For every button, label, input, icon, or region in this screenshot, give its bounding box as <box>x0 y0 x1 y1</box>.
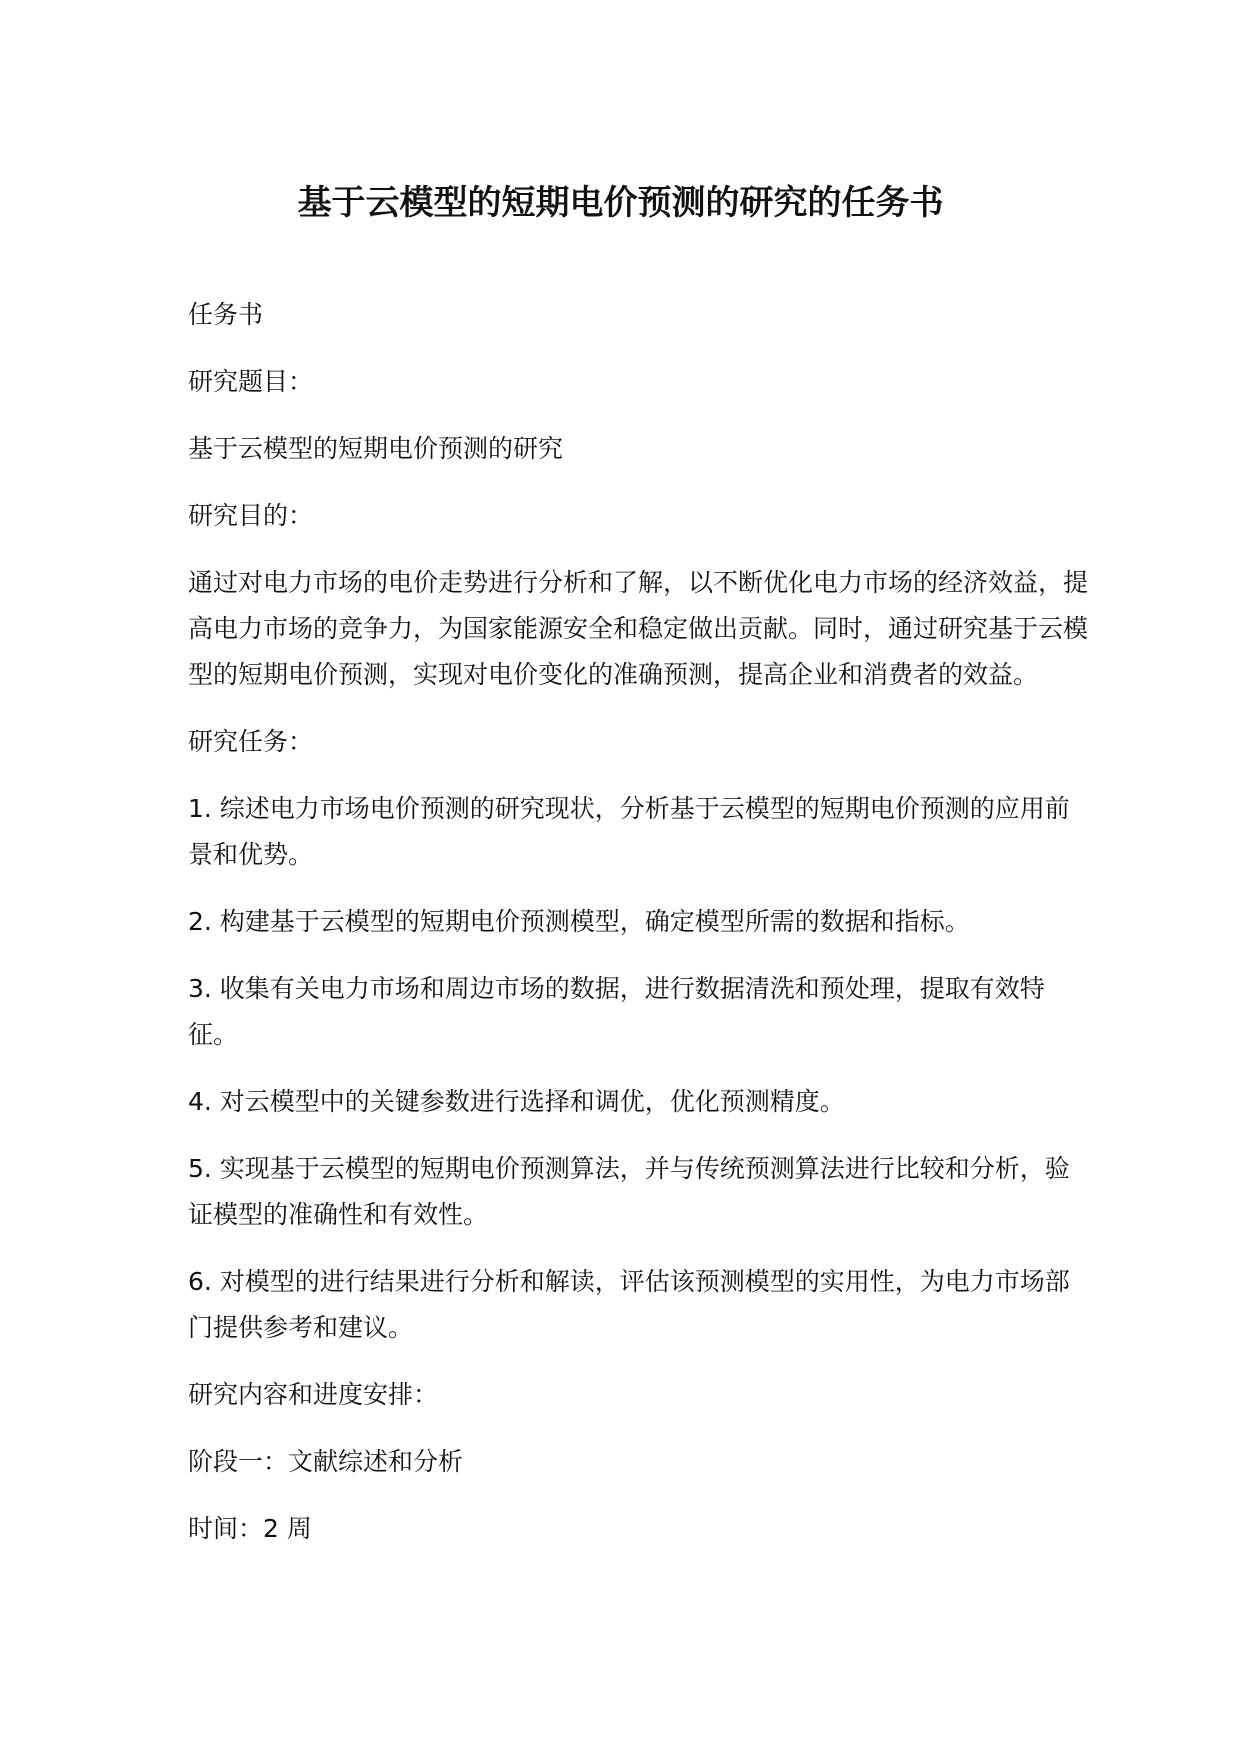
paragraph-task-2: 2. 构建基于云模型的短期电价预测模型，确定模型所需的数据和指标。 <box>188 907 970 936</box>
document-title: 基于云模型的短期电价预测的研究的任务书 <box>297 183 944 223</box>
paragraph-task-6: 6. 对模型的进行结果进行分析和解读，评估该预测模型的实用性，为电力市场部门提供参考和建议。 <box>188 1267 1070 1342</box>
paragraph-research-topic: 基于云模型的短期电价预测的研究 <box>188 434 564 463</box>
paragraph-stage-1: 阶段一：文献综述和分析 <box>188 1447 464 1476</box>
paragraph-task-4: 4. 对云模型中的关键参数进行选择和调优，优化预测精度。 <box>188 1087 845 1116</box>
paragraph-task-5: 5. 实现基于云模型的短期电价预测算法，并与传统预测算法进行比较和分析，验证模型的准确性和有效性。 <box>188 1154 1070 1229</box>
paragraph-stage-1-duration: 时间：2 周 <box>188 1514 312 1543</box>
paragraph-label-content-schedule: 研究内容和进度安排： <box>188 1380 439 1409</box>
paragraph-task-3: 3. 收集有关电力市场和周边市场的数据，进行数据清洗和预处理，提取有效特征。 <box>188 974 1045 1049</box>
paragraph-label-research-topic: 研究题目： <box>188 367 314 396</box>
paragraph-heading-task-book: 任务书 <box>188 300 264 329</box>
paragraph-label-research-tasks: 研究任务： <box>188 727 314 756</box>
paragraph-research-purpose: 通过对电力市场的电价走势进行分析和了解，以不断优化电力市场的经济效益，提高电力市场的竞争力，为国家能源安全和稳定做出贡献。同时，通过研究基于云模型的短期电价预测，实现对电价变化的准确预测，提高企业和消费者的效益。 <box>188 568 1089 689</box>
document-body <box>188 292 1088 1573</box>
paragraph-task-1: 1. 综述电力市场电价预测的研究现状，分析基于云模型的短期电价预测的应用前景和优势。 <box>188 794 1070 869</box>
paragraph-label-research-purpose: 研究目的： <box>188 501 314 530</box>
